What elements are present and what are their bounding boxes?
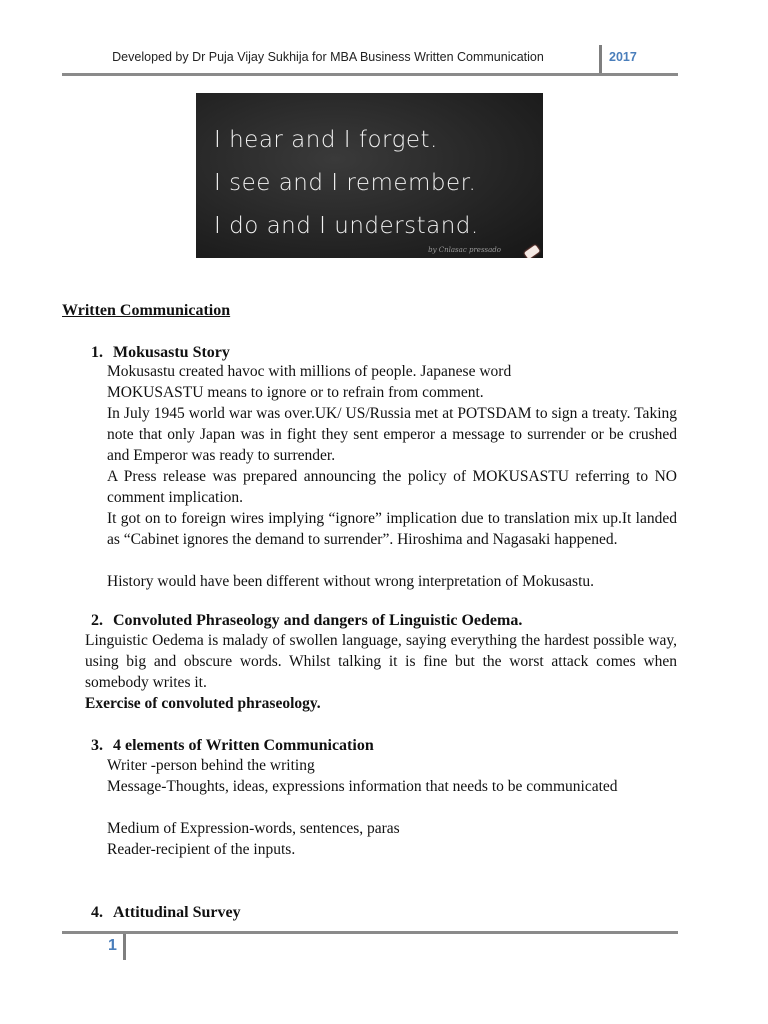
section-3-para-1: Writer -person behind the writing: [107, 757, 315, 774]
quote-line-2: I see and I remember.: [214, 170, 477, 196]
section-2-heading: [91, 610, 522, 631]
section-4-number: 4.: [91, 904, 103, 921]
section-3-heading: [91, 735, 374, 756]
section-3-para-2: Message-Thoughts, ideas, expressions information that needs to be communicated: [107, 778, 618, 795]
section-1-number: 1.: [91, 344, 103, 361]
quote-line-1: I hear and I forget.: [214, 127, 438, 153]
section-1-para-5: History would have been different without wrong interpretation of Mokusastu.: [107, 573, 595, 590]
section-1-title: Mokusastu Story: [113, 344, 230, 361]
section-2-number: 2.: [91, 612, 103, 629]
section-1-para-3: A Press release was prepared announcing the policy of MOKUSASTU referring to NO comment implication.: [107, 468, 677, 506]
section-3-title: 4 elements of Written Communication: [113, 737, 374, 754]
section-2-para-2: Exercise of convoluted phraseology.: [85, 695, 321, 712]
section-2-title: Convoluted Phraseology and dangers of Linguistic Oedema.: [113, 612, 523, 629]
page-number: 1: [108, 937, 117, 954]
section-1-para-2: In July 1945 world war was over.UK/ US/Russia met at POTSDAM to sign a treaty. Taking note that only Japan was in fight they sent emperor a message to surrender or be crushed and Emperor was ready to surrender.: [107, 405, 677, 464]
section-1-para-1: Mokusastu created havoc with millions of people. Japanese word MOKUSASTU means to ignore or to refrain from comment.: [107, 363, 512, 401]
header-rule: [62, 73, 678, 76]
chalkboard-quote-image: [196, 93, 543, 258]
running-header: Developed by Dr Puja Vijay Sukhija for MBA Business Written Communication: [112, 50, 544, 64]
footer-divider: [123, 934, 126, 960]
section-4-heading: [91, 902, 241, 923]
header-year: 2017: [609, 50, 637, 64]
chalk-icon: [524, 245, 540, 258]
section-3-para-3: Medium of Expression-words, sentences, paras: [107, 820, 400, 837]
quote-line-3: I do and I understand.: [214, 213, 479, 239]
page-title: Written Communication: [62, 302, 231, 319]
section-1-heading: [91, 342, 230, 363]
section-2-para-1: Linguistic Oedema is malady of swollen language, saying everything the hardest possible way, using big and obscure words. Whilst talking it is fine but the worst attack comes when somebody writes it.: [85, 632, 677, 691]
section-3-number: 3.: [91, 737, 103, 754]
chalk-signature: by Cnlasac pressado: [428, 246, 501, 254]
section-1-para-4: It got on to foreign wires implying “ignore” implication due to translation mix up.It landed as “Cabinet ignores the demand to surrender”. Hiroshima and Nagasaki happened.: [107, 510, 677, 548]
footer-rule: [62, 931, 678, 934]
section-4-title: Attitudinal Survey: [113, 904, 241, 921]
section-3-para-4: Reader-recipient of the inputs.: [107, 841, 296, 858]
header-divider: [599, 45, 602, 73]
